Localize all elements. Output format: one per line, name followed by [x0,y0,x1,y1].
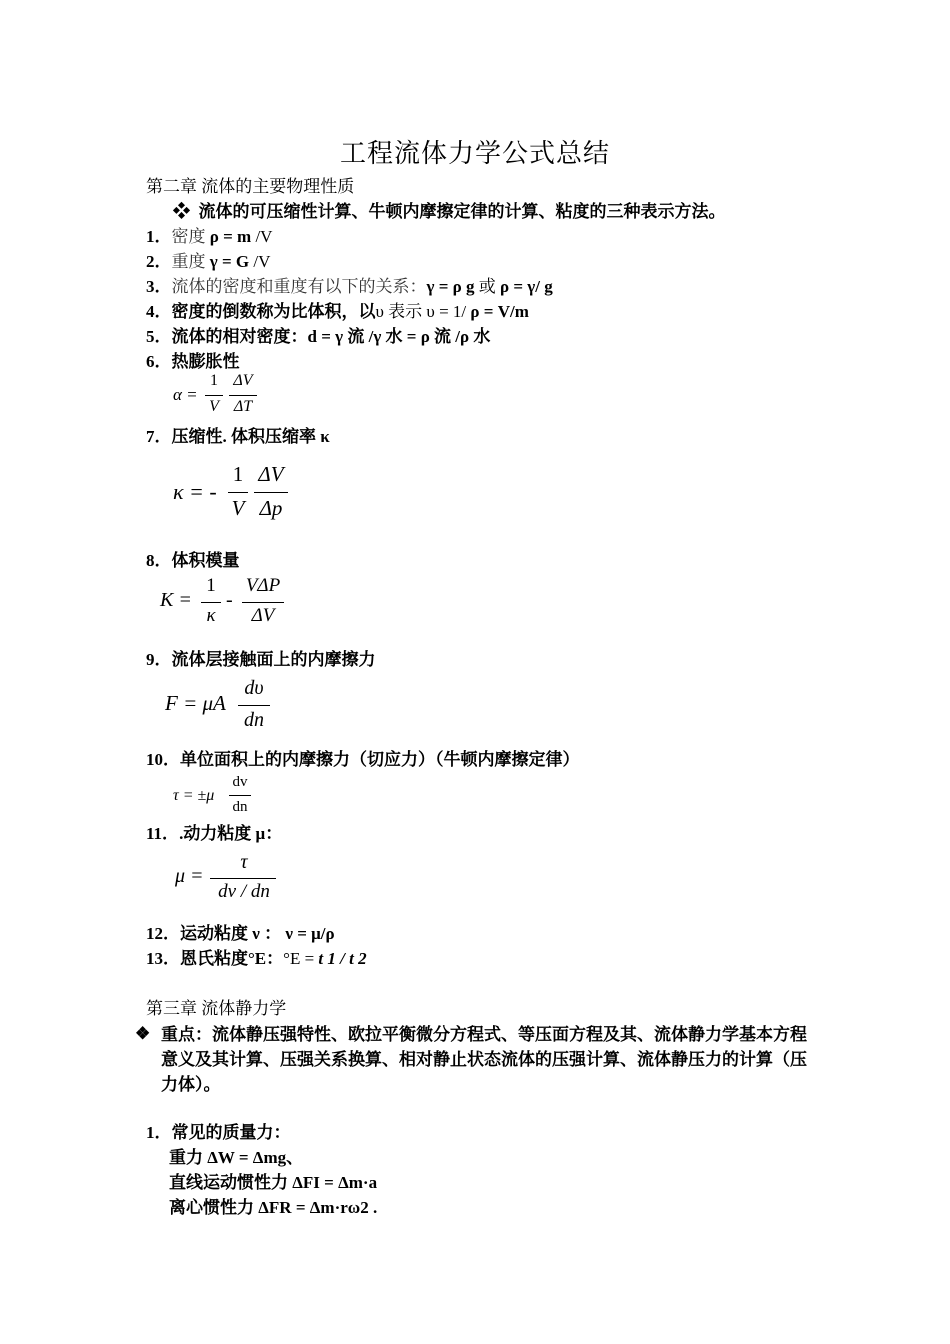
bullet-icon: ❖ [173,202,190,221]
item-12: 12．运动粘度 ν ： ν = μ/ρ [146,924,335,943]
force-centrifugal-inertia: 离心惯性力 ΔFR = Δm·rω2 . [169,1198,378,1217]
item-11: 11．.动力粘度 μ： [146,824,283,843]
chapter-3-heading: 第三章 流体静力学 [146,999,287,1018]
chapter-2-focus [173,200,726,224]
item-10: 10．单位面积上的内摩擦力（切应力）（牛顿内摩擦定律） [146,750,580,769]
item-5: 5．流体的相对密度：d = γ 流 /γ 水 = ρ 流 /ρ 水 [146,327,491,346]
item-9: 9．流体层接触面上的内摩擦力 [146,650,376,669]
item-2: 2．重度 γ = G /V [146,252,271,271]
item-8: 8．体积模量 [146,551,240,570]
item-6: 6．热膨胀性 [146,352,240,371]
force-gravity: 重力 ΔW = Δmg、 [169,1148,304,1167]
item-3: 3．流体的密度和重度有以下的关系：γ = ρ g 或 ρ = γ/ g [146,277,553,296]
chapter-2-heading: 第二章 流体的主要物理性质 [146,177,355,196]
bullet-icon: ❖ [135,1024,151,1043]
item-1: 1．密度 ρ = m /V [146,227,273,246]
focus-text: 流体的可压缩性计算、牛顿内摩擦定律的计算、粘度的三种表示方法。 [198,202,726,221]
item-7: 7．压缩性. 体积压缩率 κ [146,427,330,446]
item-13: 13．恩氏粘度°E：°E = t 1 / t 2 [146,949,367,968]
page-title: 工程流体力学公式总结 [339,139,610,168]
chapter-3-focus: 重点：流体静压强特性、欧拉平衡微分方程式、等压面方程及其、流体静力学基本方程意义及其计算、压强关系换算、相对静止状态流体的压强计算、流体静压力的计算（压力体）。 [161,1025,807,1094]
chapter-3-item-1: 1．常见的质量力： [146,1123,291,1142]
force-linear-inertia: 直线运动惯性力 ΔFI = Δm·a [169,1173,378,1192]
item-4: 4．密度的倒数称为比体积，以υ 表示 υ = 1/ ρ = V/m [146,302,529,321]
